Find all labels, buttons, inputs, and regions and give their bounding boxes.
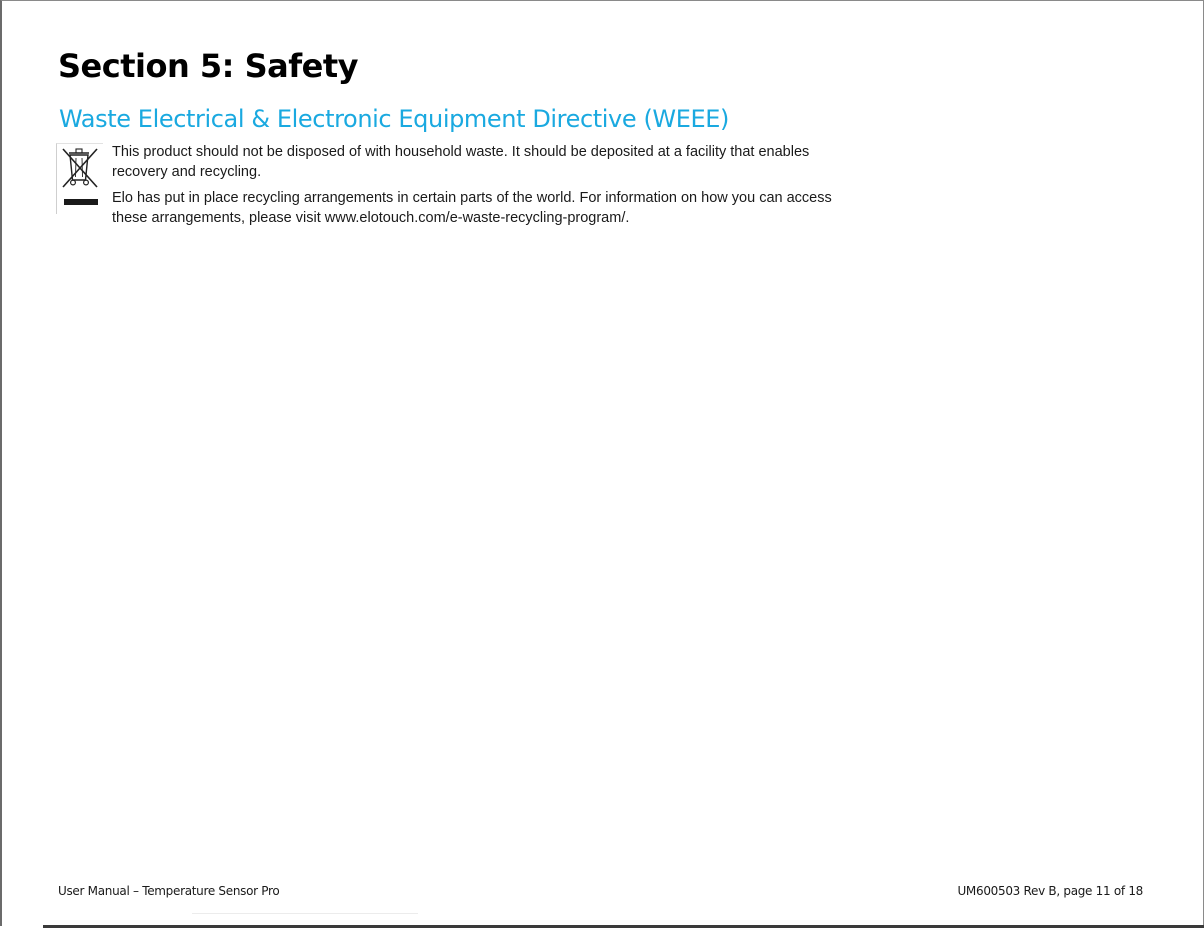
footer-divider xyxy=(192,913,418,914)
weee-paragraph-disposal: This product should not be disposed of with household waste. It should be deposited at a facility that enables recovery and recycling. xyxy=(112,144,810,180)
footer-document-title: User Manual – Temperature Sensor Pro xyxy=(58,884,280,898)
weee-heading: Waste Electrical & Electronic Equipment Directive (WEEE) xyxy=(59,105,730,133)
weee-paragraph-recycling-program: Elo has put in place recycling arrangements in certain parts of the world. For information on how you can access these arrangements, please visit www.elotouch.com/e-waste-recycling-program/. xyxy=(112,190,832,226)
crossed-out-wheelie-bin-icon xyxy=(56,143,103,214)
footer-page-reference: UM600503 Rev B, page 11 of 18 xyxy=(957,884,1143,898)
section-title: Section 5: Safety xyxy=(58,47,359,85)
